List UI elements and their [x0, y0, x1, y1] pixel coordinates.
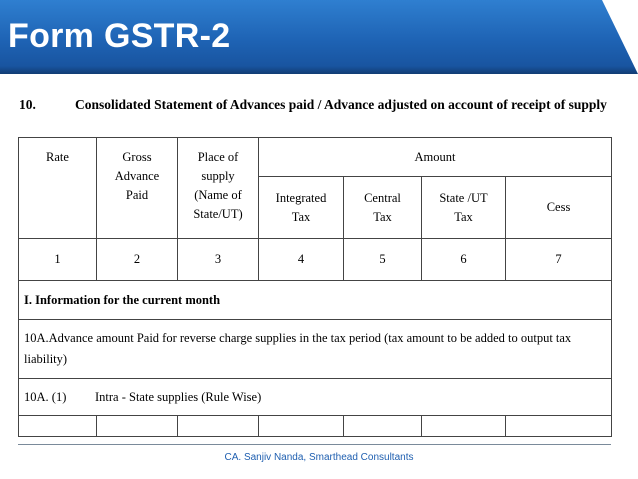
- heading-text: Consolidated Statement of Advances paid / Advance adjusted on account of receipt of supply: [75, 97, 607, 112]
- heading-number: 10.: [19, 97, 36, 112]
- slide-title: Form GSTR-2: [8, 17, 231, 55]
- header-integrated-tax: Integrated Tax: [259, 177, 344, 239]
- header-rate: Rate: [19, 138, 97, 239]
- input-cell[interactable]: [178, 416, 259, 437]
- column-number: 5: [344, 239, 422, 281]
- input-cell[interactable]: [97, 416, 178, 437]
- column-number-row: [19, 239, 612, 281]
- column-number: 1: [19, 239, 97, 281]
- input-cell[interactable]: [344, 416, 422, 437]
- header-gross-advance-paid: Gross Advance Paid: [97, 138, 178, 239]
- row-10a1-label: 10A. (1): [24, 389, 67, 404]
- header-central-tax: Central Tax: [344, 177, 422, 239]
- row-10a: [19, 320, 612, 379]
- column-number: 3: [178, 239, 259, 281]
- title-bar-shade: [0, 66, 638, 74]
- column-number: 2: [97, 239, 178, 281]
- input-cell[interactable]: [259, 416, 344, 437]
- column-number: 7: [506, 239, 612, 281]
- section-heading: [19, 95, 619, 115]
- input-cell[interactable]: [422, 416, 506, 437]
- row-10a1: [19, 379, 612, 416]
- footer-credit: CA. Sanjiv Nanda, Smarthead Consultants: [224, 452, 414, 463]
- table-row-blank: [19, 416, 612, 437]
- title-bar: [0, 0, 638, 74]
- header-amount: Amount: [259, 138, 612, 177]
- advances-table: [18, 137, 612, 437]
- row-10a1-cell: [19, 379, 612, 416]
- header-cess: Cess: [506, 177, 612, 239]
- header-place-of-supply: Place of supply (Name of State/UT): [178, 138, 259, 239]
- section-title: I. Information for the current month: [19, 281, 612, 320]
- input-cell[interactable]: [19, 416, 97, 437]
- footer-divider: [18, 444, 611, 445]
- header-row-top: [19, 138, 612, 177]
- column-number: 4: [259, 239, 344, 281]
- input-cell[interactable]: [506, 416, 612, 437]
- row-10a-description: 10A.Advance amount Paid for reverse charge supplies in the tax period (tax amount to be added to output tax liability): [19, 320, 612, 379]
- row-10a1-text: Intra - State supplies (Rule Wise): [95, 389, 262, 404]
- section-row: [19, 281, 612, 320]
- header-state-ut-tax: State /UT Tax: [422, 177, 506, 239]
- column-number: 6: [422, 239, 506, 281]
- title-bar-corner-fold: [602, 0, 638, 74]
